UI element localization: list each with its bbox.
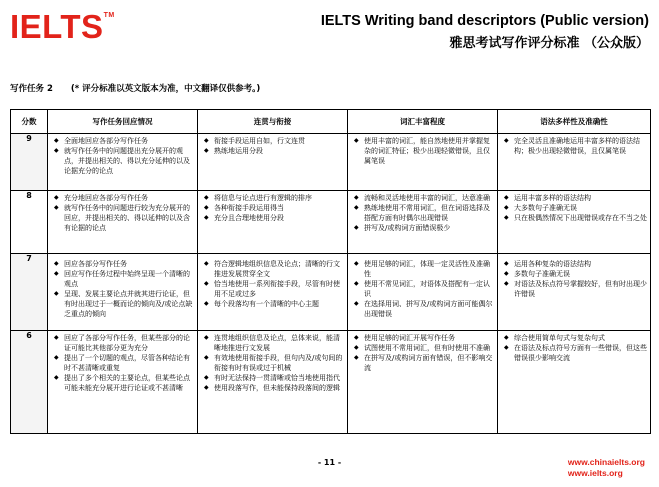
descriptor-item: [54, 193, 194, 203]
descriptor-item: [354, 299, 494, 319]
descriptor-item: [204, 136, 344, 146]
chinaielts-link[interactable]: www.chinaielts.org: [567, 457, 645, 467]
descriptor-item: [504, 259, 647, 269]
diamond-bullet-icon: ◆: [204, 300, 209, 307]
descriptor-item: [354, 136, 494, 166]
cell-grammar: [498, 191, 651, 254]
descriptor-text: 多数句子准确无误: [514, 270, 570, 278]
diamond-bullet-icon: ◆: [54, 334, 59, 341]
descriptor-text: 完全灵活且准确地运用丰富多样的语法结构；极少出现轻微错误，且仅属笔误: [514, 137, 640, 155]
diamond-bullet-icon: ◆: [504, 194, 509, 201]
descriptor-list: [198, 254, 347, 310]
cell-grammar: [498, 134, 651, 191]
descriptor-item: [354, 193, 494, 203]
descriptor-item: [204, 203, 344, 213]
column-header-task-response: 写作任务回应情况: [48, 110, 198, 134]
descriptor-text: 呈现、发展主要论点并就其进行论证，但有时出现过于一概而论的倾向及/或论点缺乏重点的倾向: [64, 290, 193, 318]
page-number: - 11 -: [317, 458, 342, 467]
descriptor-text: 衔接手段运用自如，行文连贯: [214, 137, 305, 145]
diamond-bullet-icon: ◆: [354, 280, 359, 287]
diamond-bullet-icon: ◆: [204, 204, 209, 211]
descriptor-list: [198, 331, 347, 394]
diamond-bullet-icon: ◆: [504, 137, 509, 144]
descriptor-item: [54, 353, 194, 373]
descriptor-list: [498, 254, 650, 300]
descriptor-text: 提出了一个切题的观点，尽管各种结论有时不甚清晰或重复: [64, 354, 190, 372]
diamond-bullet-icon: ◆: [204, 354, 209, 361]
descriptor-text: 流畅和灵活地使用丰富的词汇，达意准确: [364, 194, 490, 202]
descriptor-item: [54, 333, 194, 353]
descriptor-item: [504, 333, 647, 343]
descriptor-item: [54, 203, 194, 233]
column-header-grammar: 语法多样性及准确性: [498, 110, 651, 134]
descriptor-item: [204, 299, 344, 309]
column-header-lexical: 词汇丰富程度: [348, 110, 498, 134]
descriptor-text: 大多数句子准确无误: [514, 204, 577, 212]
trademark-mark: TM: [103, 12, 115, 19]
descriptor-item: [504, 213, 647, 223]
diamond-bullet-icon: ◆: [504, 270, 509, 277]
descriptor-item: [504, 269, 647, 279]
descriptor-text: 回应了各部分写作任务，但某些部分的论证可能比其他部分更为充分: [64, 334, 190, 352]
descriptor-item: [204, 213, 344, 223]
descriptor-text: 拼写及/或构词方面错误极少: [364, 224, 451, 232]
descriptor-item: [204, 353, 344, 373]
cell-coherence: [198, 134, 348, 191]
descriptor-item: [54, 259, 194, 269]
table-row: [11, 191, 651, 254]
descriptor-text: 熟练地运用分段: [214, 147, 263, 155]
cell-coherence: [198, 331, 348, 434]
descriptor-item: [504, 279, 647, 299]
diamond-bullet-icon: ◆: [204, 214, 209, 221]
table-row: [11, 331, 651, 434]
diamond-bullet-icon: ◆: [204, 384, 209, 391]
table-row: [11, 134, 651, 191]
diamond-bullet-icon: ◆: [204, 374, 209, 381]
descriptor-item: [204, 259, 344, 279]
descriptor-text: 运用各种复杂的语法结构: [514, 260, 591, 268]
translation-note: (* 评分标准以英文版本为准，中文翻译仅供参考。): [70, 84, 261, 94]
descriptor-item: [354, 223, 494, 233]
descriptor-text: 运用丰富多样的语法结构: [514, 194, 591, 202]
descriptor-text: 就写作任务中的问题提出充分展开的观点，并提出相关的、得以充分延伸的以及论据充分的论点: [64, 147, 190, 175]
descriptor-text: 只在极偶然情况下出现错误或存在不当之处: [514, 214, 647, 222]
cell-grammar: [498, 254, 651, 331]
diamond-bullet-icon: ◆: [54, 270, 59, 277]
task-heading: [10, 82, 260, 94]
descriptor-text: 全面地回应各部分写作任务: [64, 137, 148, 145]
diamond-bullet-icon: ◆: [54, 194, 59, 201]
descriptor-text: 在拼写及/或构词方面有错误，但不影响交流: [364, 354, 493, 372]
diamond-bullet-icon: ◆: [54, 354, 59, 361]
diamond-bullet-icon: ◆: [504, 334, 509, 341]
descriptor-list: [498, 191, 650, 224]
descriptor-list: [498, 134, 650, 157]
diamond-bullet-icon: ◆: [204, 137, 209, 144]
descriptor-list: [48, 191, 197, 234]
descriptor-item: [54, 289, 194, 319]
ielts-logo: IELTS™: [10, 8, 115, 45]
diamond-bullet-icon: ◆: [54, 290, 59, 297]
descriptor-item: [204, 383, 344, 393]
descriptor-text: 回应写作任务过程中始终呈现一个清晰的观点: [64, 270, 190, 288]
descriptor-item: [204, 193, 344, 203]
cell-task-response: [48, 331, 198, 434]
diamond-bullet-icon: ◆: [354, 137, 359, 144]
cell-grammar: [498, 331, 651, 434]
footer-links: [568, 457, 645, 479]
diamond-bullet-icon: ◆: [354, 300, 359, 307]
cell-lexical: [348, 331, 498, 434]
descriptor-item: [204, 279, 344, 299]
cell-task-response: [48, 191, 198, 254]
descriptor-item: [54, 269, 194, 289]
diamond-bullet-icon: ◆: [204, 260, 209, 267]
descriptor-list: [498, 331, 650, 364]
descriptor-text: 使用足够的词汇，体现一定灵活性及准确性: [364, 260, 490, 278]
diamond-bullet-icon: ◆: [504, 280, 509, 287]
diamond-bullet-icon: ◆: [204, 194, 209, 201]
descriptor-item: [504, 136, 647, 156]
descriptor-list: [198, 191, 347, 224]
diamond-bullet-icon: ◆: [204, 147, 209, 154]
diamond-bullet-icon: ◆: [354, 194, 359, 201]
descriptor-text: 对语法及标点符号掌握较好，但有时出现少许错误: [514, 280, 647, 298]
descriptor-text: 符合逻辑地组织信息及论点；清晰的行文推进发展贯穿全文: [214, 260, 340, 278]
descriptor-item: [354, 259, 494, 279]
cell-lexical: [348, 134, 498, 191]
descriptor-item: [204, 333, 344, 353]
band-score-cell: 7: [11, 254, 48, 331]
diamond-bullet-icon: ◆: [504, 214, 509, 221]
descriptor-text: 恰当地使用一系列衔接手段，尽管有时使用不足或过多: [214, 280, 340, 298]
descriptor-text: 使用段落写作，但未能保持段落间的逻辑: [214, 384, 340, 392]
descriptor-text: 每个段落均有一个清晰的中心主题: [214, 300, 319, 308]
descriptor-item: [54, 136, 194, 146]
descriptor-item: [354, 343, 494, 353]
diamond-bullet-icon: ◆: [354, 204, 359, 211]
cell-task-response: [48, 254, 198, 331]
descriptor-text: 在语法及标点符号方面有一些错误，但这些错误很少影响交流: [514, 344, 647, 362]
descriptor-list: [348, 191, 497, 234]
cell-lexical: [348, 254, 498, 331]
descriptor-text: 使用不常见词汇，对语体及搭配有一定认识: [364, 280, 490, 298]
diamond-bullet-icon: ◆: [504, 344, 509, 351]
diamond-bullet-icon: ◆: [54, 137, 59, 144]
descriptor-item: [504, 343, 647, 363]
descriptor-text: 使用丰富的词汇，能自然地使用并掌握复杂的词汇特征；极少出现轻微错误，且仅属笔误: [364, 137, 490, 165]
descriptor-text: 连贯地组织信息及论点，总体来说，能清晰地推进行文发展: [214, 334, 340, 352]
descriptor-text: 充分地回应各部分写作任务: [64, 194, 148, 202]
descriptor-list: [48, 134, 197, 177]
table-row: [11, 254, 651, 331]
diamond-bullet-icon: ◆: [354, 344, 359, 351]
band-descriptor-table: [10, 109, 651, 434]
cell-lexical: [348, 191, 498, 254]
page-title-chinese: 雅思考试写作评分标准 （公众版）: [449, 36, 649, 51]
descriptor-item: [354, 203, 494, 223]
descriptor-text: 熟练地使用不常用词汇，但在词语选择及搭配方面有时偶尔出现错误: [364, 204, 490, 222]
diamond-bullet-icon: ◆: [504, 260, 509, 267]
column-header-band: 分数: [11, 110, 48, 134]
band-score-cell: 6: [11, 331, 48, 434]
cell-task-response: [48, 134, 198, 191]
descriptor-list: [48, 331, 197, 394]
descriptor-text: 使用足够的词汇开展写作任务: [364, 334, 455, 342]
diamond-bullet-icon: ◆: [504, 204, 509, 211]
descriptor-text: 在选择用词、拼写及/或构词方面可能偶尔出现错误: [364, 300, 493, 318]
descriptor-text: 就写作任务中的问题进行较为充分展开的回应，并提出相关的、得以延伸的以及含有论据的论点: [64, 204, 190, 232]
descriptor-item: [504, 193, 647, 203]
diamond-bullet-icon: ◆: [54, 147, 59, 154]
diamond-bullet-icon: ◆: [54, 374, 59, 381]
descriptor-item: [354, 353, 494, 373]
descriptor-list: [198, 134, 347, 157]
descriptor-list: [348, 134, 497, 167]
descriptor-list: [48, 254, 197, 320]
diamond-bullet-icon: ◆: [354, 260, 359, 267]
descriptor-text: 试图使用不常用词汇，但有时使用不准确: [364, 344, 490, 352]
descriptor-item: [54, 373, 194, 393]
descriptor-text: 回应各部分写作任务: [64, 260, 127, 268]
task-label: 写作任务 2: [10, 84, 53, 94]
descriptor-text: 提出了多个相关的主要论点，但某些论点可能未能充分展开进行论证或不甚清晰: [64, 374, 190, 392]
descriptor-item: [204, 146, 344, 156]
cell-coherence: [198, 254, 348, 331]
descriptor-text: 各种衔接手段运用得当: [214, 204, 284, 212]
diamond-bullet-icon: ◆: [354, 334, 359, 341]
descriptor-list: [348, 254, 497, 320]
descriptor-text: 有效地使用衔接手段，但句内及/或句间的衔接有时有误或过于机械: [214, 354, 343, 372]
diamond-bullet-icon: ◆: [54, 204, 59, 211]
descriptor-item: [354, 279, 494, 299]
descriptor-text: 将信息与论点进行有逻辑的排序: [214, 194, 312, 202]
diamond-bullet-icon: ◆: [204, 280, 209, 287]
table-header-row: [11, 110, 651, 134]
descriptor-list: [348, 331, 497, 374]
diamond-bullet-icon: ◆: [204, 334, 209, 341]
descriptor-item: [504, 203, 647, 213]
band-score-cell: 8: [11, 191, 48, 254]
band-score-cell: 9: [11, 134, 48, 191]
descriptor-item: [204, 373, 344, 383]
diamond-bullet-icon: ◆: [354, 354, 359, 361]
diamond-bullet-icon: ◆: [354, 224, 359, 231]
descriptor-text: 有时无法保持一贯清晰或恰当地使用指代: [214, 374, 340, 382]
column-header-coherence: 连贯与衔接: [198, 110, 348, 134]
descriptor-item: [54, 146, 194, 176]
diamond-bullet-icon: ◆: [54, 260, 59, 267]
page-title-english: IELTS Writing band descriptors (Public version): [320, 13, 649, 29]
ielts-link[interactable]: www.ielts.org: [567, 468, 623, 478]
descriptor-item: [354, 333, 494, 343]
cell-coherence: [198, 191, 348, 254]
descriptor-text: 充分且合理地使用分段: [214, 214, 284, 222]
descriptor-text: 综合使用简单句式与复杂句式: [514, 334, 605, 342]
